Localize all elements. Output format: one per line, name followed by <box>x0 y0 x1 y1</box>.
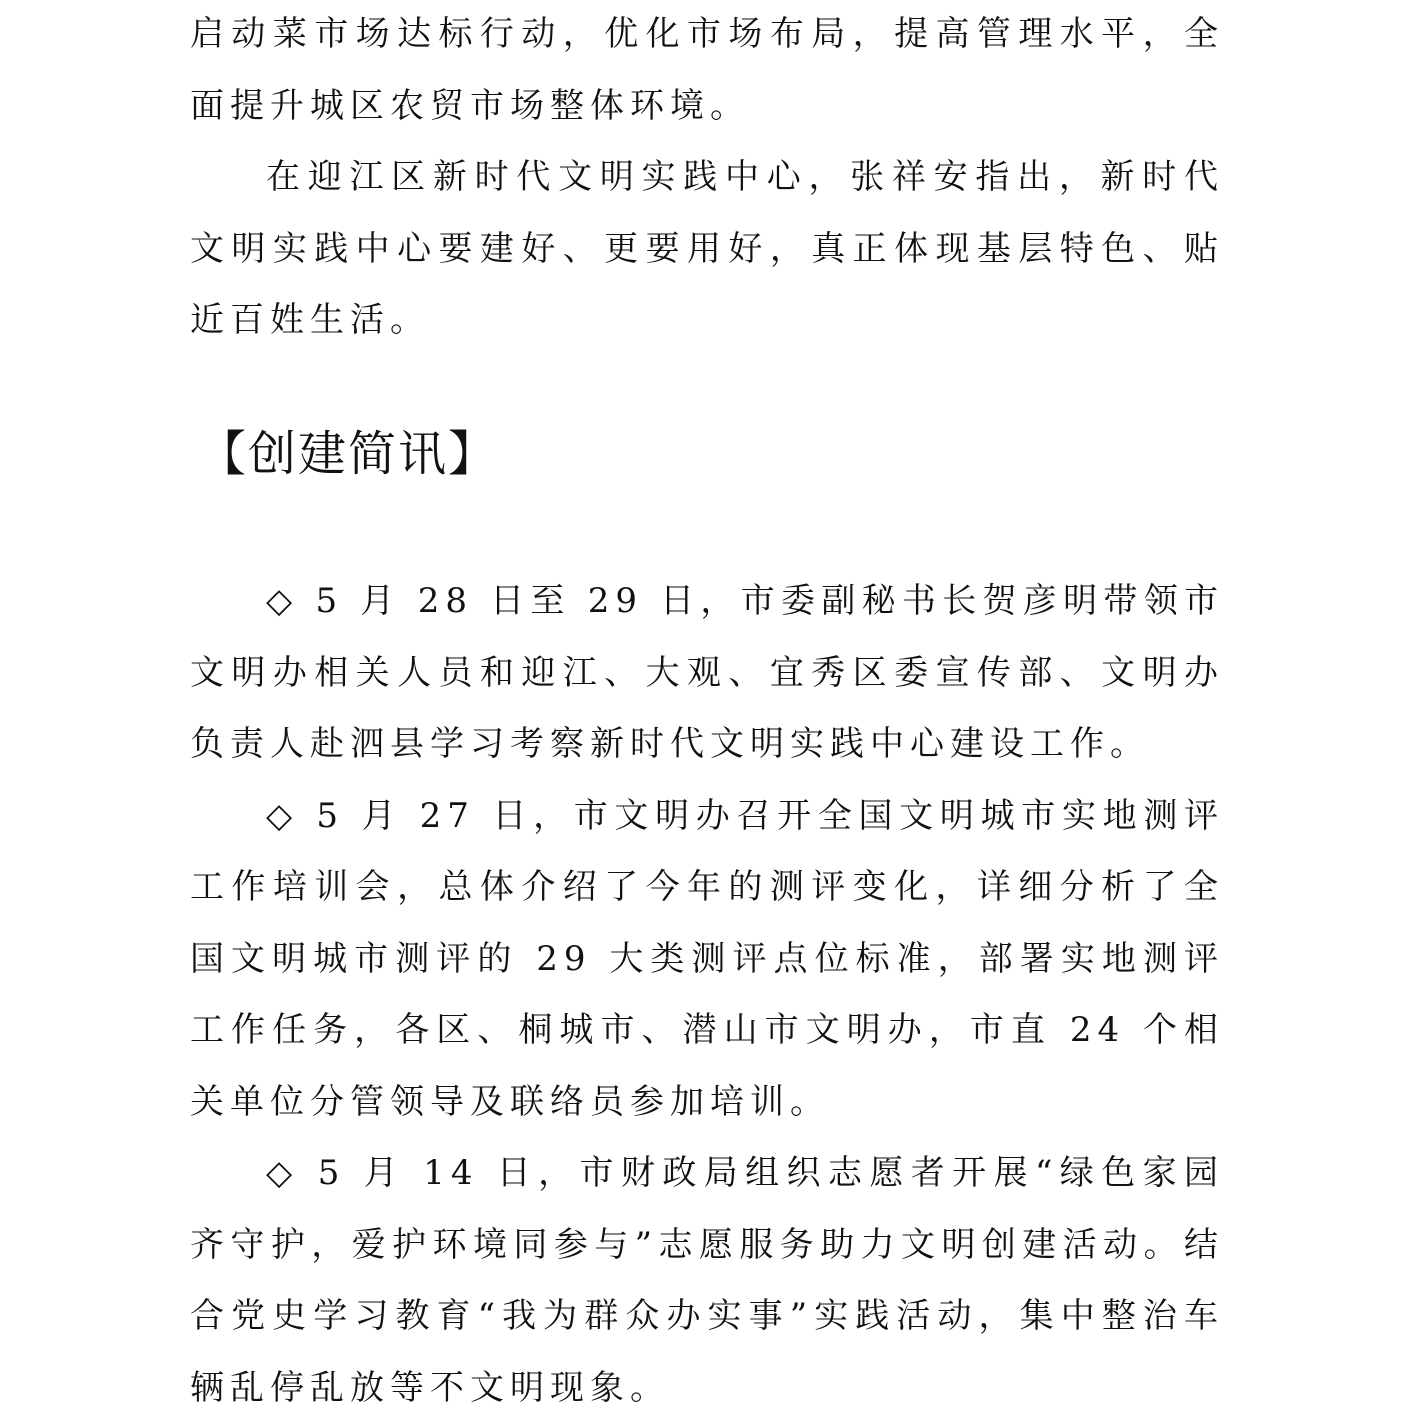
document-page <box>190 0 1225 1408</box>
brief-item-text: 5 月 27 日，市文明办召开全国文明城市实地测评工作培训会，总体介绍了今年的测评变化，详细分析了全国文明城市测评的 29 大类测评点位标准，部署实地测评工作任务，各区、桐城市、潜山市文明办，市直 24 个相关单位分管领导及联络员参加培训。 <box>190 795 1225 1122</box>
brief-item-text: 5 月 28 日至 29 日，市委副秘书长贺彦明带领市文明办相关人员和迎江、大观、宜秀区委宣传部、文明办负责人赴泗县学习考察新时代文明实践中心建设工作。 <box>190 581 1224 764</box>
intro-paragraph-1: 启动菜市场达标行动，优化市场布局，提高管理水平，全面提升城区农贸市场整体环境。 <box>190 14 1224 126</box>
brief-item-text: 5 月 14 日，市财政局组织志愿者开展“绿色家园齐守护，爱护环境同参与”志愿服务助力文明创建活动。结合党史学习教育“我为群众办实事”实践活动，集中整治车辆乱停乱放等不文明现象。 <box>190 1153 1224 1408</box>
brief-list <box>190 566 1224 1424</box>
diamond-bullet-icon: ◇ <box>266 795 299 836</box>
section-heading: 【创建简讯】 <box>198 426 499 482</box>
brief-item <box>190 566 1224 781</box>
brief-item <box>190 1138 1224 1424</box>
diamond-bullet-icon: ◇ <box>266 581 299 621</box>
brief-item <box>190 781 1224 1139</box>
intro-paragraph-2: 在迎江区新时代文明实践中心，张祥安指出，新时代文明实践中心要建好、更要用好，真正体现基层特色、贴近百姓生活。 <box>190 157 1224 340</box>
diamond-bullet-icon: ◇ <box>266 1153 300 1193</box>
